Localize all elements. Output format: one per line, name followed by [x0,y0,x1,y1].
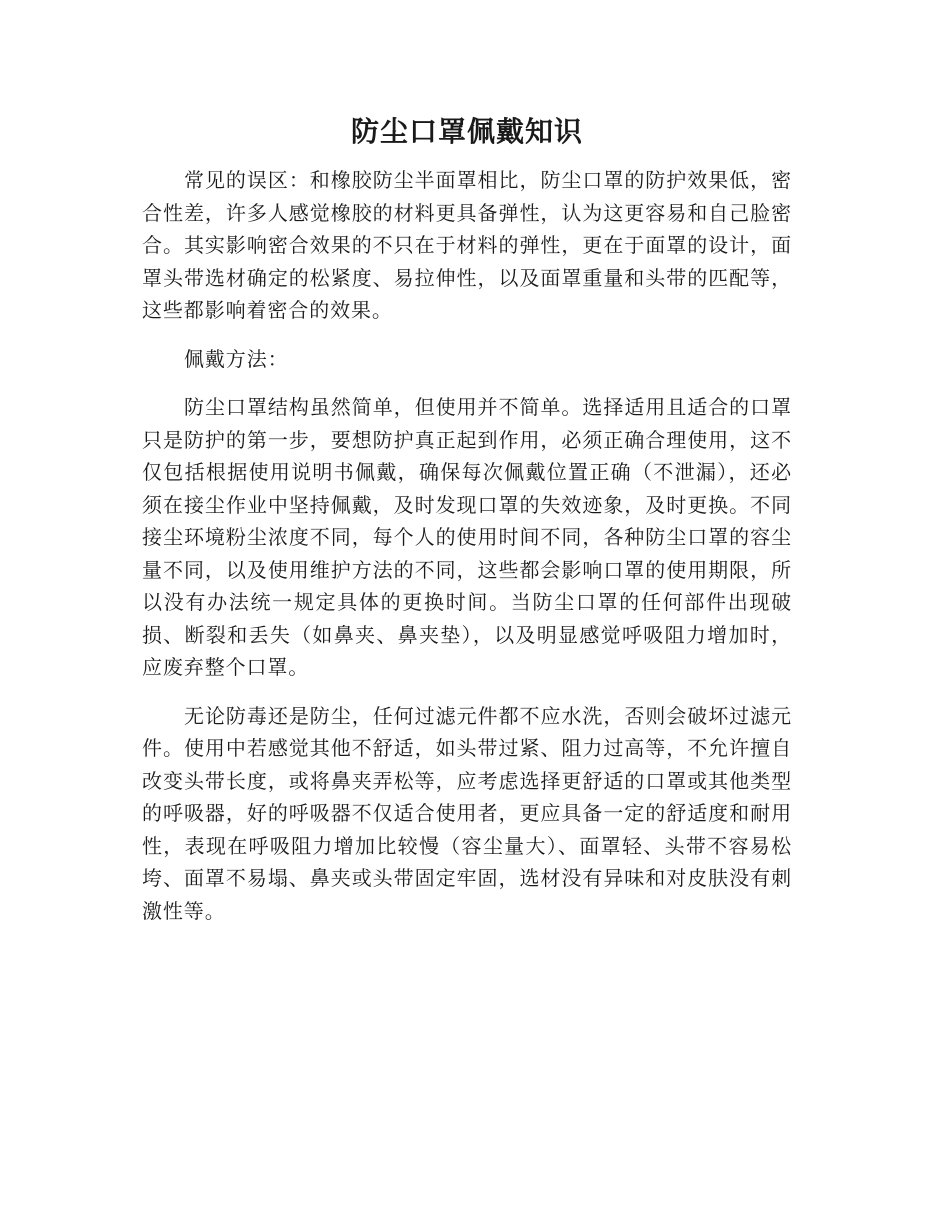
document-title: 防尘口罩佩戴知识 [350,115,583,148]
paragraph-wearing-method-heading: 佩戴方法： [184,346,289,371]
paragraph-misconception: 常见的误区：和橡胶防尘半面罩相比，防尘口罩的防护效果低，密合性差，许多人感觉橡胶的材料更具备弹性，认为这更容易和自己脸密合。其实影响密合效果的不只在于材料的弹性，更在于面罩的设计，面罩头带选材确定的松紧度、易拉伸性，以及面罩重量和头带的匹配等，这些都影响着密合的效果。 [142,168,792,322]
document-body [142,164,792,943]
paragraph-usage: 防尘口罩结构虽然简单，但使用并不简单。选择适用且适合的口罩只是防护的第一步，要想防护真正起到作用，必须正确合理使用，这不仅包括根据使用说明书佩戴，确保每次佩戴位置正确（不泄漏），还必须在接尘作业中坚持佩戴，及时发现口罩的失效迹象，及时更换。不同接尘环境粉尘浓度不同，每个人的使用时间不同，各种防尘口罩的容尘量不同，以及使用维护方法的不同，这些都会影响口罩的使用期限，所以没有办法统一规定具体的更换时间。当防尘口罩的任何部件出现破损、断裂和丢失（如鼻夹、鼻夹垫），以及明显感觉呼吸阻力增加时，应废弃整个口罩。 [142,395,792,679]
paragraph-filter-care: 无论防毒还是防尘，任何过滤元件都不应水洗，否则会破坏过滤元件。使用中若感觉其他不舒适，如头带过紧、阻力过高等，不允许擅自改变头带长度，或将鼻夹弄松等，应考虑选择更舒适的口罩或其他类型的呼吸器，好的呼吸器不仅适合使用者，更应具备一定的舒适度和耐用性，表现在呼吸阻力增加比较慢（容尘量大）、面罩轻、头带不容易松垮、面罩不易塌、鼻夹或头带固定牢固，选材没有异味和对皮肤没有刺激性等。 [142,703,792,923]
